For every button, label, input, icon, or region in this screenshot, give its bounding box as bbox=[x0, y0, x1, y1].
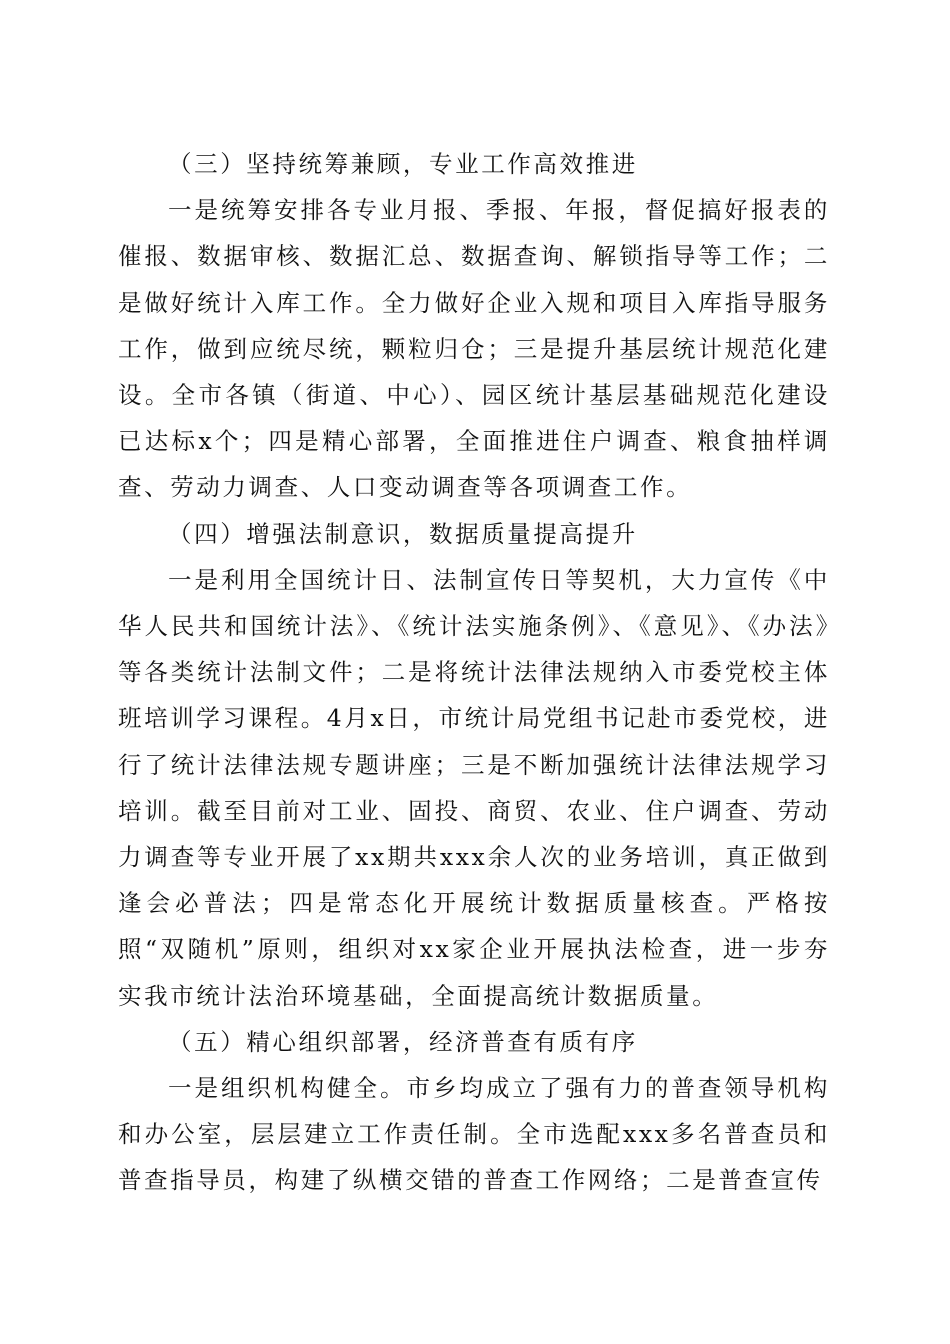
document-body bbox=[118, 141, 830, 1204]
section-paragraph-5: 一是组织机构健全。市乡均成立了强有力的普查领导机构和办公室，层层建立工作责任制。全市选配xxx多名普查员和普查指导员，构建了纵横交错的普查工作网络；二是普查宣传 bbox=[118, 1074, 830, 1195]
section-paragraph-3: 一是统筹安排各专业月报、季报、年报，督促搞好报表的催报、数据审核、数据汇总、数据查询、解锁指导等工作；二是做好统计入库工作。全力做好企业入规和项目入库指导服务工作，做到应统尽统，颗粒归仓；三是提升基层统计规范化建设。全市各镇（街道、中心）、园区统计基层基础规范化建设已达标x个；四是精心部署，全面推进住户调查、粮食抽样调查、劳动力调查、人口变动调查等各项调查工作。 bbox=[118, 196, 830, 502]
section-heading-4: （四）增强法制意识，数据质量提高提升 bbox=[168, 519, 638, 548]
section-paragraph-4: 一是利用全国统计日、法制宣传日等契机，大力宣传《中华人民共和国统计法》、《统计法实施条例》、《意见》、《办法》等各类统计法制文件；二是将统计法律法规纳入市委党校主体班培训学习课程。4月x日，市统计局党组书记赴市委党校，进行了统计法律法规专题讲座；三是不断加强统计法律法规学习培训。截至目前对工业、固投、商贸、农业、住户调查、劳动力调查等专业开展了xx期共xxx余人次的业务培训，真正做到逢会必普法；四是常态化开展统计数据质量核查。严格按照“双随机”原则，组织对xx家企业开展执法检查，进一步夯实我市统计法治环境基础，全面提高统计数据质量。 bbox=[118, 565, 831, 1010]
section-heading-5: （五）精心组织部署，经济普查有质有序 bbox=[168, 1027, 638, 1056]
section-heading-3: （三）坚持统筹兼顾，专业工作高效推进 bbox=[168, 150, 638, 178]
